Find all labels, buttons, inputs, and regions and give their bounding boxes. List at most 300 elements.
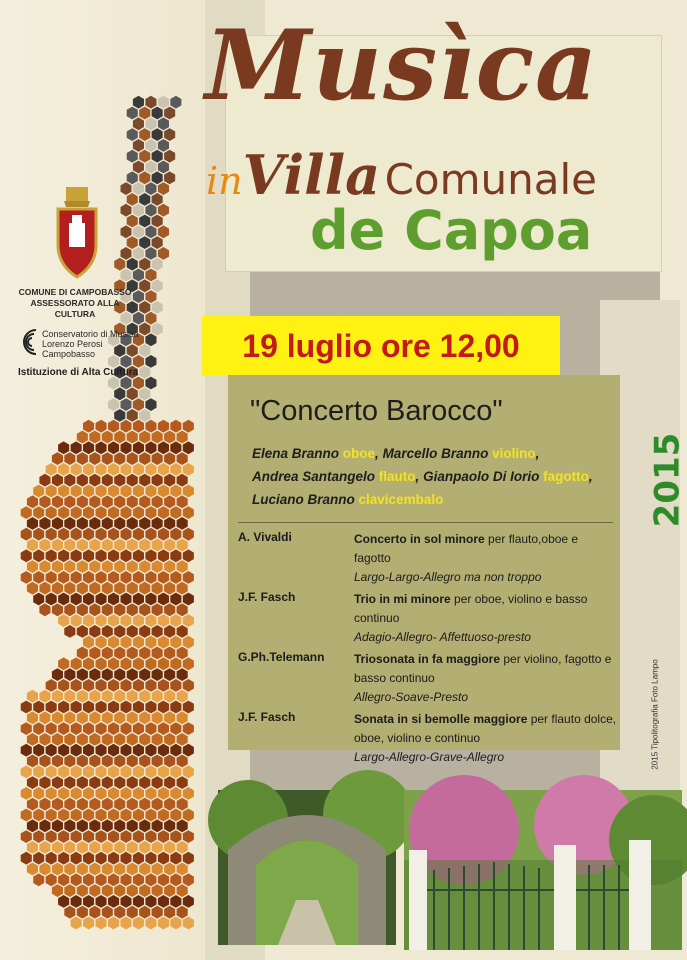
- violin-hexagon: [83, 852, 94, 865]
- violin-hexagon: [27, 863, 38, 876]
- violin-hexagon: [158, 441, 169, 454]
- violin-hexagon: [177, 733, 188, 746]
- work-title: Trio in mi minore: [354, 592, 451, 606]
- violin-hexagon: [33, 787, 44, 800]
- violin-hexagon: [158, 506, 169, 519]
- violin-hexagon: [177, 776, 188, 789]
- performer-name: Andrea Santangelo: [252, 469, 376, 484]
- violin-hexagon: [83, 873, 94, 886]
- violin-hexagon: [127, 711, 138, 724]
- violin-hexagon: [102, 647, 113, 660]
- violin-hexagon: [83, 571, 94, 584]
- violin-hexagon: [64, 863, 75, 876]
- violin-hexagon: [133, 182, 144, 195]
- violin-hexagon: [58, 744, 69, 757]
- violin-hexagon: [77, 582, 88, 595]
- violin-hexagon: [139, 884, 150, 897]
- violin-hexagon: [145, 895, 156, 908]
- violin-hexagon: [64, 452, 75, 465]
- violin-hexagon: [164, 668, 175, 681]
- violin-hexagon: [183, 722, 194, 735]
- violin-hexagon: [170, 787, 181, 800]
- violin-hexagon: [170, 765, 181, 778]
- violin-hexagon: [164, 798, 175, 811]
- violin-hexagon: [96, 441, 107, 454]
- violin-hexagon: [52, 560, 63, 573]
- violin-hexagon: [183, 895, 194, 908]
- violin-hexagon: [139, 323, 150, 336]
- violin-hexagon: [21, 787, 32, 800]
- violin-hexagon: [139, 841, 150, 854]
- violin-hexagon: [114, 495, 125, 508]
- violin-hexagon: [71, 679, 82, 692]
- violin-hexagon: [77, 755, 88, 768]
- violin-hexagon: [52, 776, 63, 789]
- violin-hexagon: [133, 657, 144, 670]
- year-label: 2015: [647, 432, 687, 528]
- violin-hexagon: [89, 625, 100, 638]
- violin-hexagon: [102, 733, 113, 746]
- violin-hexagon: [127, 560, 138, 573]
- violin-hexagon: [96, 679, 107, 692]
- violin-hexagon: [46, 701, 57, 714]
- violin-hexagon: [127, 647, 138, 660]
- violin-hexagon: [102, 668, 113, 681]
- violin-hexagon: [145, 247, 156, 260]
- violin-hexagon: [46, 744, 57, 757]
- violin-hexagon: [64, 517, 75, 530]
- violin-hexagon: [183, 744, 194, 757]
- violin-hexagon: [164, 711, 175, 724]
- violin-hexagon: [27, 711, 38, 724]
- violin-hexagon: [152, 539, 163, 552]
- violin-hexagon: [133, 809, 144, 822]
- violin-hexagon: [127, 668, 138, 681]
- violin-hexagon: [58, 614, 69, 627]
- violin-hexagon: [33, 852, 44, 865]
- violin-hexagon: [71, 463, 82, 476]
- violin-hexagon: [27, 841, 38, 854]
- violin-hexagon: [96, 420, 107, 433]
- violin-hexagon: [121, 809, 132, 822]
- violin-hexagon: [33, 744, 44, 757]
- violin-hexagon: [158, 744, 169, 757]
- violin-hexagon: [46, 679, 57, 692]
- violin-hexagon: [64, 906, 75, 919]
- violin-hexagon: [21, 830, 32, 843]
- violin-hexagon: [164, 603, 175, 616]
- violin-hexagon: [158, 852, 169, 865]
- violin-hexagon: [58, 657, 69, 670]
- violin-hexagon: [183, 679, 194, 692]
- violin-hexagon: [127, 884, 138, 897]
- violin-hexagon: [52, 884, 63, 897]
- violin-hexagon: [27, 517, 38, 530]
- violin-hexagon: [152, 819, 163, 832]
- violin-hexagon: [145, 506, 156, 519]
- violin-hexagon: [158, 247, 169, 260]
- violin-hexagon: [71, 528, 82, 541]
- violin-hexagon: [96, 506, 107, 519]
- violin-hexagon: [121, 701, 132, 714]
- violin-hexagon: [58, 506, 69, 519]
- violin-hexagon: [83, 787, 94, 800]
- violin-hexagon: [52, 733, 63, 746]
- violin-hexagon: [133, 636, 144, 649]
- violin-hexagon: [83, 506, 94, 519]
- violin-hexagon: [83, 679, 94, 692]
- violin-hexagon: [152, 776, 163, 789]
- violin-hexagon: [89, 690, 100, 703]
- violin-hexagon: [158, 636, 169, 649]
- concert-title: "Concerto Barocco": [250, 395, 503, 427]
- violin-hexagon: [27, 733, 38, 746]
- performer-instrument: violino: [492, 446, 536, 461]
- violin-hexagon: [164, 647, 175, 660]
- violin-hexagon: [39, 495, 50, 508]
- violin-hexagon: [64, 711, 75, 724]
- violin-hexagon: [58, 549, 69, 562]
- violin-hexagon: [177, 517, 188, 530]
- violin-hexagon: [170, 744, 181, 757]
- violin-hexagon: [96, 528, 107, 541]
- violin-hexagon: [170, 917, 181, 930]
- violin-hexagon: [39, 474, 50, 487]
- violin-hexagon: [139, 150, 150, 163]
- violin-hexagon: [177, 906, 188, 919]
- violin-hexagon: [39, 539, 50, 552]
- violin-hexagon: [164, 431, 175, 444]
- violin-hexagon: [58, 765, 69, 778]
- violin-hexagon: [145, 441, 156, 454]
- violin-hexagon: [152, 798, 163, 811]
- violin-hexagon: [133, 549, 144, 562]
- violin-hexagon: [164, 755, 175, 768]
- violin-hexagon: [133, 701, 144, 714]
- violin-hexagon: [108, 485, 119, 498]
- violin-hexagon: [145, 917, 156, 930]
- violin-hexagon: [89, 603, 100, 616]
- violin-hexagon: [102, 474, 113, 487]
- violin-hexagon: [164, 560, 175, 573]
- violin-hexagon: [77, 711, 88, 724]
- violin-hexagon: [133, 463, 144, 476]
- violin-hexagon: [158, 225, 169, 238]
- program-item: [238, 650, 618, 707]
- work-movements: Largo-Largo-Allegro ma non troppo: [354, 570, 542, 584]
- violin-hexagon: [89, 539, 100, 552]
- conservatorio-label: [42, 329, 139, 359]
- violin-hexagon: [158, 830, 169, 843]
- violin-hexagon: [121, 377, 132, 390]
- violin-hexagon: [96, 917, 107, 930]
- violin-hexagon: [96, 636, 107, 649]
- violin-hexagon: [83, 549, 94, 562]
- violin-hexagon: [83, 593, 94, 606]
- violin-hexagon: [177, 690, 188, 703]
- violin-hexagon: [158, 161, 169, 174]
- violin-hexagon: [164, 776, 175, 789]
- violin-hexagon: [121, 269, 132, 282]
- violin-hexagon: [121, 463, 132, 476]
- violin-hexagon: [127, 409, 138, 422]
- violin-hexagon: [152, 690, 163, 703]
- violin-hexagon: [158, 809, 169, 822]
- violin-hexagon: [83, 765, 94, 778]
- violin-hexagon: [139, 344, 150, 357]
- title-villa-comunale: [206, 143, 597, 207]
- violin-hexagon: [89, 776, 100, 789]
- violin-hexagon: [139, 258, 150, 271]
- violin-hexagon: [64, 539, 75, 552]
- violin-hexagon: [64, 560, 75, 573]
- violin-hexagon: [133, 96, 144, 109]
- violin-hexagon: [71, 701, 82, 714]
- violin-hexagon: [158, 917, 169, 930]
- violin-hexagon: [145, 701, 156, 714]
- violin-hexagon: [102, 863, 113, 876]
- conservatorio-line3: Campobasso: [42, 349, 96, 359]
- violin-hexagon: [108, 873, 119, 886]
- violin-hexagon: [127, 258, 138, 271]
- violin-hexagon: [121, 830, 132, 843]
- violin-hexagon: [177, 863, 188, 876]
- violin-hexagon: [114, 560, 125, 573]
- violin-hexagon: [27, 582, 38, 595]
- violin-hexagon: [77, 647, 88, 660]
- violin-hexagon: [145, 269, 156, 282]
- violin-hexagon: [139, 819, 150, 832]
- violin-hexagon: [152, 863, 163, 876]
- violin-hexagon: [164, 452, 175, 465]
- violin-hexagon: [108, 765, 119, 778]
- violin-hexagon: [64, 776, 75, 789]
- violin-hexagon: [133, 679, 144, 692]
- violin-hexagon: [139, 906, 150, 919]
- violin-hexagon: [89, 647, 100, 660]
- violin-hexagon: [83, 657, 94, 670]
- violin-hexagon: [114, 884, 125, 897]
- violin-hexagon: [71, 787, 82, 800]
- violin-hexagon: [183, 701, 194, 714]
- violin-hexagon: [183, 614, 194, 627]
- violin-hexagon: [83, 895, 94, 908]
- violin-hexagon: [127, 798, 138, 811]
- violin-hexagon: [71, 441, 82, 454]
- violin-hexagon: [152, 107, 163, 120]
- violin-hexagon: [33, 830, 44, 843]
- violin-hexagon: [139, 215, 150, 228]
- violin-hexagon: [121, 917, 132, 930]
- work: [354, 710, 618, 767]
- violin-hexagon: [39, 603, 50, 616]
- violin-hexagon: [158, 139, 169, 152]
- violin-hexagon: [139, 625, 150, 638]
- comune-crest: [52, 185, 102, 280]
- violin-hexagon: [170, 636, 181, 649]
- violin-hexagon: [77, 560, 88, 573]
- violin-hexagon: [77, 798, 88, 811]
- violin-hexagon: [145, 657, 156, 670]
- date-text: 19 luglio ore 12,00: [242, 327, 520, 364]
- violin-hexagon: [89, 452, 100, 465]
- violin-hexagon: [114, 517, 125, 530]
- violin-hexagon: [121, 441, 132, 454]
- violin-hexagon: [96, 657, 107, 670]
- violin-hexagon: [108, 593, 119, 606]
- violin-hexagon: [170, 852, 181, 865]
- violin-hexagon: [158, 657, 169, 670]
- violin-hexagon: [52, 798, 63, 811]
- title-in: in: [206, 159, 243, 203]
- violin-hexagon: [177, 625, 188, 638]
- violin-hexagon: [183, 571, 194, 584]
- violin-hexagon: [77, 452, 88, 465]
- violin-hexagon: [52, 668, 63, 681]
- violin-hexagon: [64, 819, 75, 832]
- violin-hexagon: [33, 528, 44, 541]
- violin-hexagon: [27, 495, 38, 508]
- violin-hexagon: [139, 107, 150, 120]
- violin-hexagon: [114, 647, 125, 660]
- violin-hexagon: [127, 517, 138, 530]
- violin-hexagon: [89, 884, 100, 897]
- title-musica: Musìca: [205, 9, 599, 122]
- violin-hexagon: [96, 765, 107, 778]
- violin-hexagon: [102, 798, 113, 811]
- violin-hexagon: [89, 517, 100, 530]
- violin-hexagon: [77, 668, 88, 681]
- violin-hexagon: [183, 917, 194, 930]
- violin-hexagon: [152, 258, 163, 271]
- violin-hexagon: [145, 787, 156, 800]
- violin-hexagon: [27, 560, 38, 573]
- violin-hexagon: [58, 593, 69, 606]
- violin-hexagon: [158, 873, 169, 886]
- violin-hexagon: [127, 603, 138, 616]
- violin-hexagon: [33, 809, 44, 822]
- violin-hexagon: [39, 798, 50, 811]
- violin-hexagon: [152, 431, 163, 444]
- violin-hexagon: [77, 733, 88, 746]
- violin-hexagon: [177, 798, 188, 811]
- violin-hexagon: [133, 506, 144, 519]
- violin-hexagon: [139, 668, 150, 681]
- violin-hexagon: [89, 819, 100, 832]
- violin-hexagon: [133, 765, 144, 778]
- violin-hexagon: [170, 614, 181, 627]
- violin-hexagon: [152, 647, 163, 660]
- violin-hexagon: [133, 204, 144, 217]
- violin-hexagon: [77, 495, 88, 508]
- violin-hexagon: [102, 776, 113, 789]
- violin-hexagon: [139, 495, 150, 508]
- violin-hexagon: [158, 485, 169, 498]
- violin-hexagon: [121, 485, 132, 498]
- violin-hexagon: [58, 809, 69, 822]
- violin-hexagon: [164, 819, 175, 832]
- violin-hexagon: [139, 647, 150, 660]
- violin-hexagon: [133, 269, 144, 282]
- performers: Elena Branno oboe, Marcello Branno violino, Andrea Santangelo flauto, Gianpaolo Di Iorio fagotto, Luciano Branno clavicembalo: [252, 446, 593, 507]
- violin-hexagon: [89, 582, 100, 595]
- violin-hexagon: [158, 701, 169, 714]
- violin-hexagon: [164, 884, 175, 897]
- violin-hexagon: [127, 128, 138, 141]
- violin-hexagon: [58, 485, 69, 498]
- violin-hexagon: [96, 830, 107, 843]
- violin-hexagon: [127, 776, 138, 789]
- performer-instrument: clavicembalo: [358, 492, 444, 507]
- violin-hexagon: [33, 571, 44, 584]
- violin-hexagon: [133, 441, 144, 454]
- violin-hexagon: [114, 755, 125, 768]
- violin-hexagon: [96, 549, 107, 562]
- violin-hexagon: [145, 420, 156, 433]
- violin-hexagon: [158, 571, 169, 584]
- violin-hexagon: [121, 549, 132, 562]
- violin-hexagon: [164, 495, 175, 508]
- violin-hexagon: [52, 495, 63, 508]
- violin-hexagon: [58, 441, 69, 454]
- violin-hexagon: [89, 906, 100, 919]
- violin-hexagon: [152, 215, 163, 228]
- date-banner: [202, 316, 560, 376]
- violin-hexagon: [89, 431, 100, 444]
- violin-hexagon: [58, 852, 69, 865]
- violin-hexagon: [102, 906, 113, 919]
- violin-hexagon: [52, 603, 63, 616]
- violin-hexagon: [177, 474, 188, 487]
- violin-hexagon: [108, 549, 119, 562]
- violin-hexagon: [152, 560, 163, 573]
- violin-hexagon: [158, 204, 169, 217]
- violin-hexagon: [33, 506, 44, 519]
- violin-hexagon: [89, 755, 100, 768]
- violin-hexagon: [108, 701, 119, 714]
- violin-hexagon: [145, 225, 156, 238]
- violin-hexagon: [33, 765, 44, 778]
- violin-hexagon: [158, 722, 169, 735]
- violin-hexagon: [114, 409, 125, 422]
- violin-hexagon: [71, 744, 82, 757]
- violin-hexagon: [133, 225, 144, 238]
- violin-hexagon: [114, 798, 125, 811]
- work-movements: Adagio-Allegro- Affettuoso-presto: [354, 630, 531, 644]
- violin-hexagon: [114, 258, 125, 271]
- violin-hexagon: [170, 593, 181, 606]
- violin-hexagon: [83, 744, 94, 757]
- violin-hexagon: [108, 830, 119, 843]
- violin-hexagon: [183, 852, 194, 865]
- violin-hexagon: [39, 690, 50, 703]
- violin-hexagon: [139, 387, 150, 400]
- comune-line1: COMUNE DI CAMPOBASSO: [18, 287, 132, 297]
- violin-hexagon: [114, 387, 125, 400]
- work-title: Concerto in sol minore: [354, 532, 485, 546]
- violin-hexagon: [127, 733, 138, 746]
- violin-hexagon: [127, 474, 138, 487]
- violin-hexagon: [164, 625, 175, 638]
- violin-hexagon: [77, 819, 88, 832]
- violin-hexagon: [177, 452, 188, 465]
- violin-hexagon: [133, 830, 144, 843]
- violin-hexagon: [121, 204, 132, 217]
- violin-hexagon: [164, 517, 175, 530]
- violin-hexagon: [164, 582, 175, 595]
- comune-line2: ASSESSORATO ALLA CULTURA: [30, 298, 120, 319]
- violin-hexagon: [39, 841, 50, 854]
